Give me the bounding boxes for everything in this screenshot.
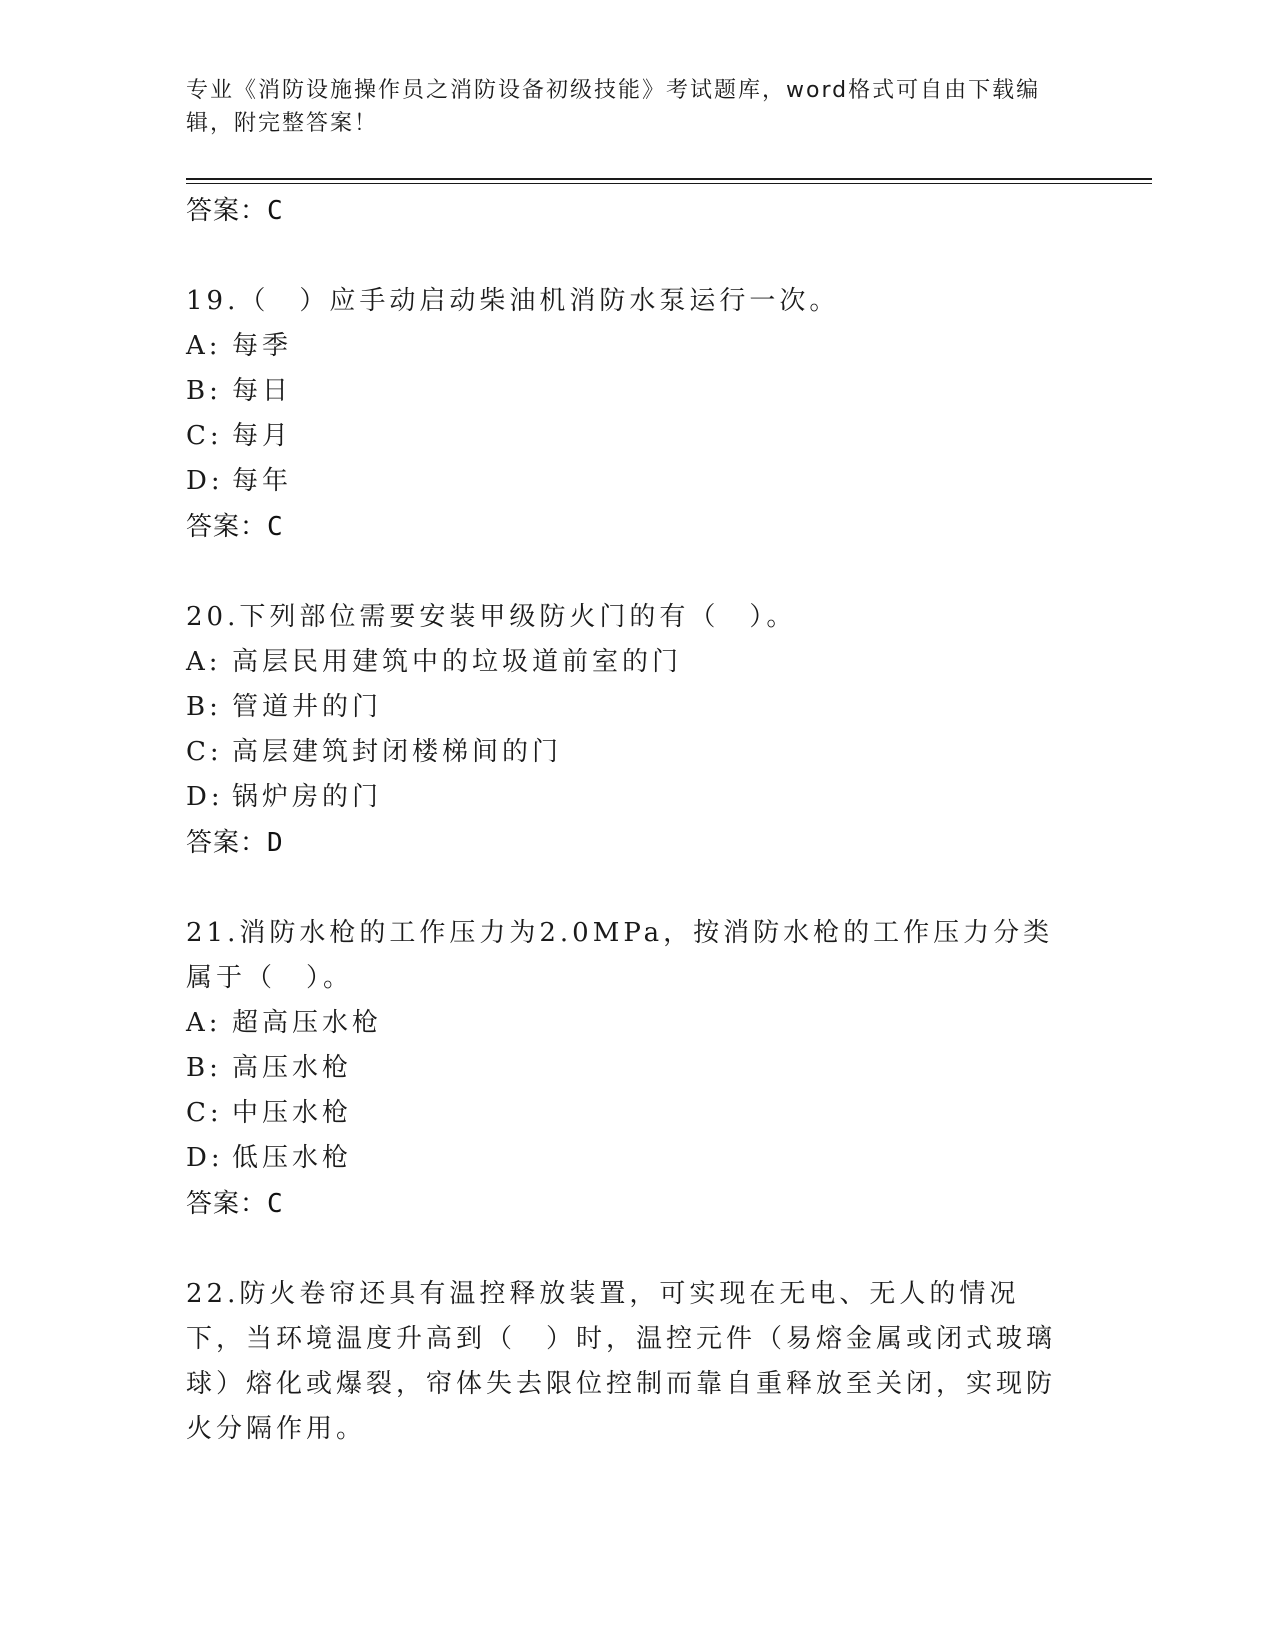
answer-value: C [267, 512, 284, 542]
option-text: 每年 [232, 466, 293, 496]
answer-line [186, 1181, 1086, 1227]
option-letter: A: [186, 1008, 222, 1038]
answer-value: C [267, 196, 284, 226]
answer-line [186, 504, 1086, 550]
option-text: 高层民用建筑中的垃圾道前室的门 [232, 647, 683, 677]
question-text: 22.防火卷帘还具有温控释放装置，可实现在无电、无人的情况下，当环境温度升高到（ ）时，温控元件（易熔金属或闭式玻璃球）熔化或爆裂，帘体失去限位控制而靠自重释放至关闭，实现防火分隔作用。 [186, 1279, 1057, 1444]
option-text: 管道井的门 [232, 692, 383, 722]
answer-value: D [267, 828, 284, 858]
option-text: 每月 [232, 421, 293, 451]
option-letter: B: [186, 692, 222, 722]
option-letter: D: [186, 1143, 224, 1173]
answer-line [186, 188, 1086, 234]
header-rule-thin [186, 183, 1152, 184]
option-item [186, 730, 1086, 775]
answer-label: 答案： [186, 196, 268, 226]
option-text: 高压水枪 [232, 1053, 353, 1083]
question-text: 21.消防水枪的工作压力为2.0MPa，按消防水枪的工作压力分类属于（ ）。 [186, 918, 1054, 993]
question-spacer [186, 550, 1086, 595]
option-text: 锅炉房的门 [232, 782, 383, 812]
option-letter: A: [186, 331, 222, 361]
option-item [186, 775, 1086, 820]
header-rule-thick [186, 178, 1152, 180]
option-text: 每季 [232, 331, 293, 361]
option-item [186, 369, 1086, 414]
option-letter: D: [186, 782, 224, 812]
option-item [186, 459, 1086, 504]
answer-label: 答案： [186, 1189, 268, 1219]
option-letter: C: [186, 421, 223, 451]
option-letter: B: [186, 1053, 222, 1083]
option-letter: A: [186, 647, 222, 677]
option-text: 低压水枪 [232, 1143, 353, 1173]
answer-label: 答案： [186, 512, 268, 542]
option-text: 中压水枪 [232, 1098, 353, 1128]
option-letter: D: [186, 466, 224, 496]
answer-value: C [267, 1189, 284, 1219]
option-letter: C: [186, 1098, 223, 1128]
option-item [186, 640, 1086, 685]
answer-line [186, 820, 1086, 866]
option-item [186, 1136, 1086, 1181]
option-item [186, 685, 1086, 730]
question-list [186, 188, 1086, 1452]
option-item [186, 324, 1086, 369]
page-header: 专业《消防设施操作员之消防设备初级技能》考试题库，word格式可自由下载编辑，附完整答案！ [186, 78, 1041, 136]
option-text: 每日 [232, 376, 293, 406]
question-spacer [186, 1227, 1086, 1272]
option-item [186, 1091, 1086, 1136]
option-item [186, 1046, 1086, 1091]
question-text: 20.下列部位需要安装甲级防火门的有（ ）。 [186, 602, 797, 632]
question-text: 19.（ ）应手动启动柴油机消防水泵运行一次。 [186, 286, 840, 316]
option-item [186, 1001, 1086, 1046]
option-text: 超高压水枪 [232, 1008, 383, 1038]
option-item [186, 414, 1086, 459]
option-letter: B: [186, 376, 222, 406]
option-letter: C: [186, 737, 223, 767]
question-spacer [186, 866, 1086, 911]
option-text: 高层建筑封闭楼梯间的门 [232, 737, 563, 767]
answer-label: 答案： [186, 828, 268, 858]
question-spacer [186, 234, 1086, 279]
